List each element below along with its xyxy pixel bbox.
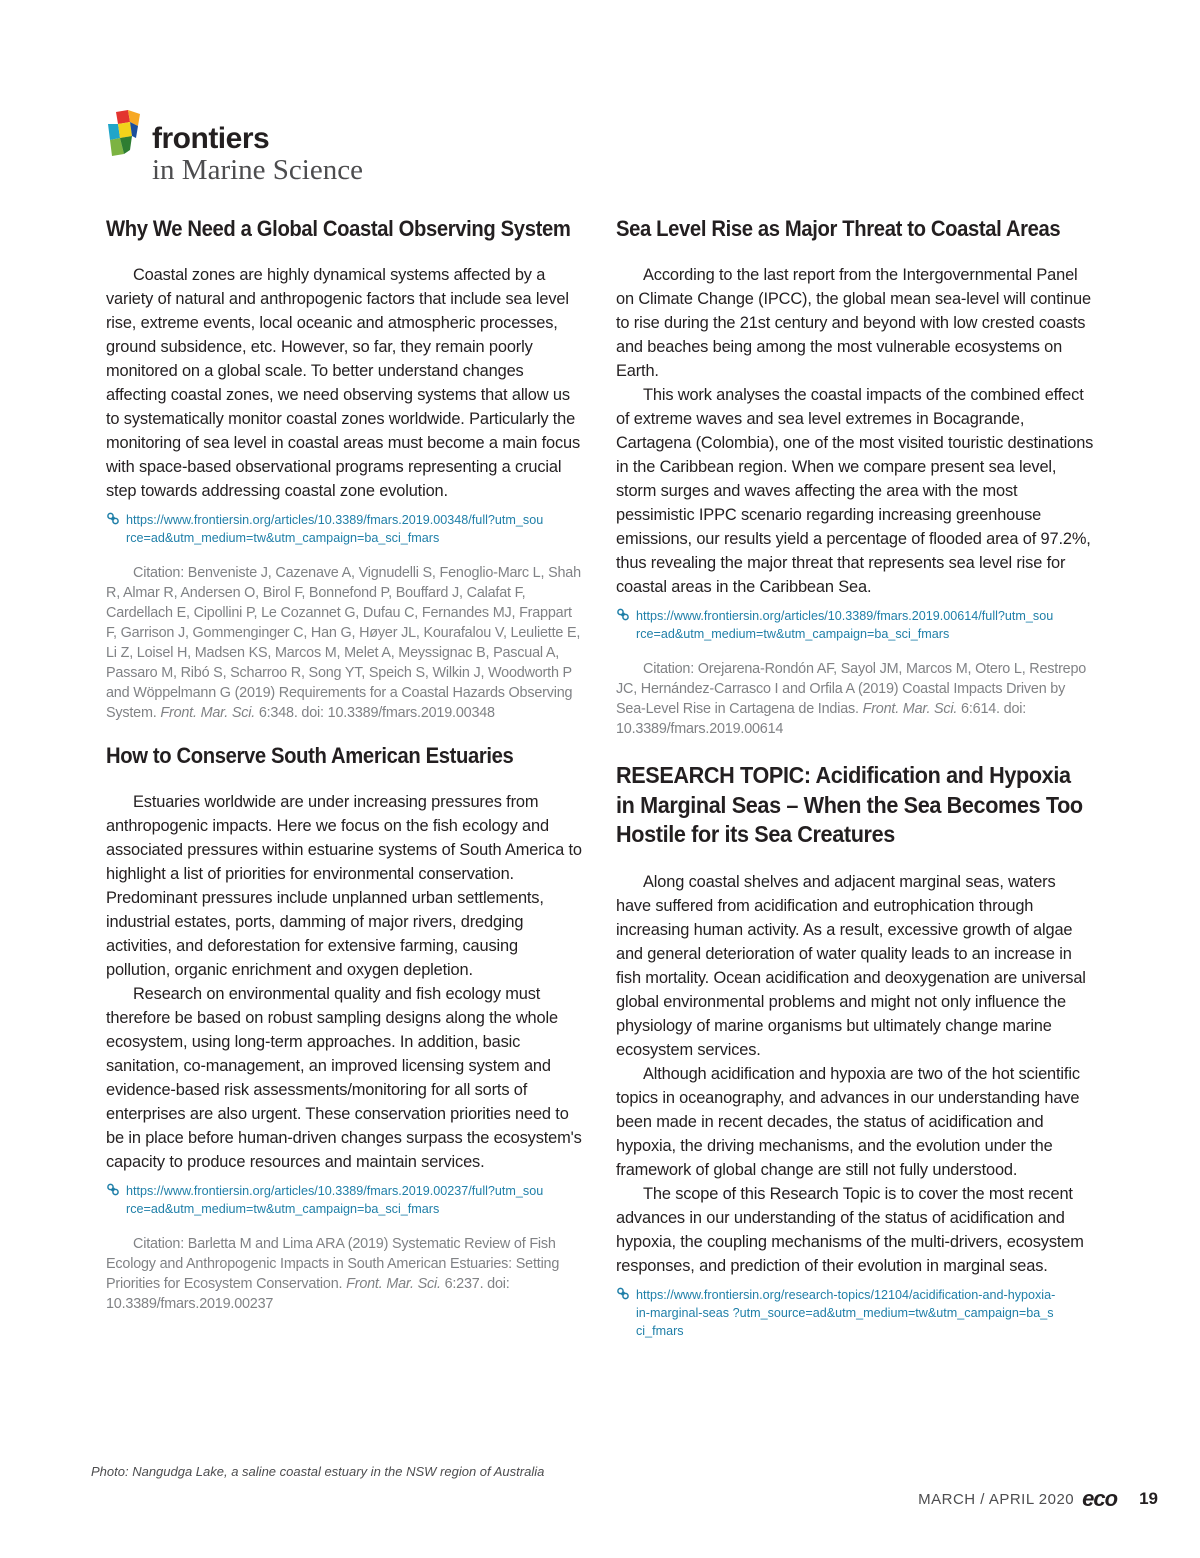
- magazine-logo: eco: [1082, 1486, 1118, 1511]
- page-number: 19: [1139, 1489, 1158, 1508]
- article-citation: Citation: Barletta M and Lima ARA (2019) Systematic Review of Fish Ecology and Anthropogenic Impacts in South American Estuaries: Setting Priorities for Ecosystem Conservation. Front. Mar. Sci. 6:237. doi: 10.3389/fmars.2019.00237: [106, 1236, 560, 1312]
- article-title: How to Conserve South American Estuaries: [106, 743, 514, 768]
- article-title: Why We Need a Global Coastal Observing System: [106, 216, 571, 241]
- article-link-url[interactable]: https://www.frontiersin.org/research-topics/12104/acidification-and-hypoxia-in-marginal-seas ?utm_source=ad&utm_medium=tw&utm_campaign=ba_sci_fmars: [636, 1287, 1056, 1338]
- article-title: RESEARCH TOPIC: Acidification and Hypoxia in Marginal Seas – When the Sea Becomes Too Hostile for its Sea Creatures: [616, 762, 1083, 847]
- article-citation: Citation: Benveniste J, Cazenave A, Vignudelli S, Fenoglio-Marc L, Shah R, Almar R, Andersen O, Birol F, Bonnefond P, Bouffard J, Calafat F, Cardellach E, Cipollini P, Le Cozannet G, Dufau C, Fernandes MJ, Frappart F, Garrison J, Gommenginger C, Han G, Høyer JL, Kourafalou V, Leuliette E, Li Z, Loisel H, Madsen KS, Marcos M, Melet A, Meyssignac B, Pascual A, Passaro M, Ribó S, Scharroo R, Song YT, Speich S, Wilkin J, Woodworth P and Wöppelmann G (2019) Requirements for a Coastal Hazards Observing System. Front. Mar. Sci. 6:348. doi: 10.3389/fmars.2019.00348: [106, 565, 581, 721]
- photo-caption: Photo: Nangudga Lake, a saline coastal estuary in the NSW region of Australia: [91, 1464, 545, 1479]
- frontiers-logo: [106, 110, 426, 190]
- article-global-coastal-observing: [106, 214, 584, 723]
- article-citation: Citation: Orejarena-Rondón AF, Sayol JM, Marcos M, Otero L, Restrepo JC, Hernández-Carrasco I and Orfila A (2019) Coastal Impacts Driven by Sea-Level Rise in Cartagena de Indias. Front. Mar. Sci. 6:614. doi: 10.3389/fmars.2019.00614: [616, 661, 1087, 737]
- article-link-url[interactable]: https://www.frontiersin.org/articles/10.3389/fmars.2019.00237/full?utm_source=ad&utm_medium=tw&utm_campaign=ba_sci_fmars: [126, 1184, 544, 1216]
- link-icon: [616, 608, 630, 621]
- article-paragraph: Estuaries worldwide are under increasing pressures from anthropogenic impacts. Here we focus on the fish ecology and associated pressures within estuarine systems of South America to highlight a list of priorities for environmental conservation. Predominant pressures include unplanned urban settlements, industrial estates, ports, damming of major rivers, dredging activities, and deforestation for extensive farming, causing pollution, organic enrichment and oxygen depletion.: [106, 793, 582, 979]
- logo-wordmark: frontiers: [152, 122, 270, 155]
- article-paragraph: Coastal zones are highly dynamical systems affected by a variety of natural and anthropogenic factors that include sea level rise, extreme events, local oceanic and atmospheric processes, ground subsidence, etc. However, so far, they remain poorly monitored on a global scale. To better understand changes affecting coastal zones, we need observing systems that allow us to systematically monitor coastal zones worldwide. Particularly the monitoring of sea level in coastal areas must become a main focus with space-based observational programs representing a crucial step towards addressing coastal zone evolution.: [106, 266, 581, 500]
- article-link[interactable]: [106, 511, 584, 547]
- research-topic-acidification-hypoxia: [616, 761, 1094, 1340]
- logo-subtitle: in Marine Science: [152, 154, 363, 186]
- article-paragraph: The scope of this Research Topic is to cover the most recent advances in our understanding of the status of acidification and hypoxia, the coupling mechanisms of the multi-drivers, ecosystem responses, and prediction of their evolution in marginal seas.: [616, 1184, 1084, 1275]
- article-title: Sea Level Rise as Major Threat to Coastal Areas: [616, 216, 1061, 241]
- article-paragraph: Although acidification and hypoxia are two of the hot scientific topics in oceanography, and advances in our understanding have been made in recent decades, the status of acidification and hypoxia, the driving mechanisms, and the evolution under the framework of global change are still not fully understood.: [616, 1064, 1080, 1179]
- article-link-url[interactable]: https://www.frontiersin.org/articles/10.3389/fmars.2019.00614/full?utm_source=ad&utm_medium=tw&utm_campaign=ba_sci_fmars: [636, 609, 1054, 641]
- right-column: [616, 214, 1094, 1340]
- page-footer: [918, 1486, 1158, 1512]
- link-icon: [106, 1183, 120, 1196]
- frontiers-cube-icon: [106, 110, 150, 162]
- article-link-url[interactable]: https://www.frontiersin.org/articles/10.3389/fmars.2019.00348/full?utm_source=ad&utm_medium=tw&utm_campaign=ba_sci_fmars: [126, 513, 544, 545]
- article-sea-level-rise: [616, 214, 1094, 739]
- article-south-american-estuaries: [106, 741, 584, 1314]
- left-column: [106, 214, 584, 1314]
- article-paragraph: This work analyses the coastal impacts of the combined effect of extreme waves and sea level extremes in Bocagrande, Cartagena (Colombia), one of the most visited touristic destinations in the Caribbean region. When we compare present sea level, storm surges and waves affecting the area with the most pessimistic IPPC scenario regarding increasing greenhouse emissions, our results yield a percentage of flooded area of 97.2%, thus revealing the major threat that represents sea level rise for coastal areas in the Caribbean Sea.: [616, 386, 1094, 596]
- article-paragraph: According to the last report from the Intergovernmental Panel on Climate Change (IPCC), the global mean sea-level will continue to rise during the 21st century and beyond with low crested coasts and beaches being among the most vulnerable ecosystems on Earth.: [616, 266, 1091, 380]
- article-link[interactable]: [106, 1182, 584, 1218]
- link-icon: [106, 512, 120, 525]
- article-paragraph: Along coastal shelves and adjacent marginal seas, waters have suffered from acidification and eutrophication through increasing human activity. As a result, excessive growth of algae and general deterioration of water quality leads to an increase in fish mortality. Ocean acidification and deoxygenation are universal global environmental problems and might not only influence the physiology of marine organisms but ultimately change marine ecosystem services.: [616, 872, 1086, 1059]
- article-paragraph: Research on environmental quality and fish ecology must therefore be based on robust sampling designs along the whole ecosystem, using long-term approaches. In addition, basic sanitation, co-management, an improved licensing system and evidence-based risk assessments/monitoring for all sorts of enterprises are also urgent. These conservation priorities need to be in place before human-driven changes surpass the ecosystem's capacity to produce resources and maintain services.: [106, 985, 582, 1171]
- issue-date: MARCH / APRIL 2020: [918, 1490, 1075, 1508]
- article-link[interactable]: [616, 607, 1094, 643]
- article-link[interactable]: [616, 1286, 1094, 1340]
- link-icon: [616, 1287, 630, 1300]
